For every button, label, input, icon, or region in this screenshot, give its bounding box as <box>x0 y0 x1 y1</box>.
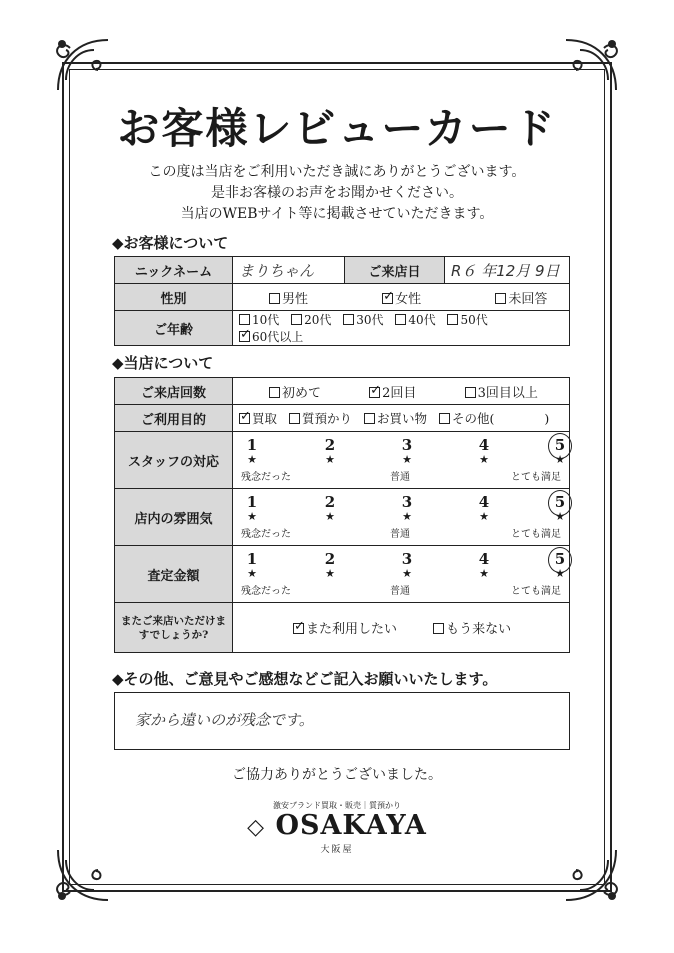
purpose-option[interactable]: 質預かり <box>289 409 352 427</box>
logo <box>0 810 674 841</box>
rating-number: 2 <box>324 549 336 568</box>
customer-table <box>114 256 570 346</box>
revisit-option[interactable]: もう来ない <box>433 618 511 637</box>
rating-number: 4 <box>478 492 490 511</box>
scale-high-label: とても満足 <box>511 585 561 597</box>
scale-low-label: 残念だった <box>241 471 291 483</box>
checkbox[interactable] <box>364 413 375 424</box>
nickname-field[interactable]: まりちゃん <box>233 257 345 284</box>
revisit-option[interactable]: ✓ また利用したい <box>293 618 397 637</box>
scale-low-label: 残念だった <box>241 528 291 540</box>
section-heading-store: ◆当店について <box>112 354 214 372</box>
rating-number: 1 <box>246 549 258 568</box>
gender-option[interactable]: ✓ 女性 <box>382 288 421 307</box>
rating-scale <box>233 490 569 545</box>
rating-number: 3 <box>401 492 413 511</box>
rating-number: 4 <box>478 435 490 454</box>
checkbox-checked[interactable] <box>293 623 304 634</box>
nickname-label: ニックネーム <box>115 257 233 284</box>
gender-option[interactable]: 男性 <box>269 288 308 307</box>
star-icon[interactable]: ★ <box>479 509 489 523</box>
age-option[interactable]: ✓60代以上 <box>239 328 303 345</box>
intro-line: 当店のWEBサイト等に掲載させていただきます。 <box>180 206 494 222</box>
purpose-option[interactable]: お買い物 <box>364 409 427 427</box>
intro-line: 是非お客様のお声をお聞かせください。 <box>211 185 463 201</box>
star-icon[interactable]: ★ <box>325 566 335 580</box>
comment-box[interactable] <box>114 692 570 750</box>
star-icon[interactable]: ★ <box>247 452 257 466</box>
rating-number: 1 <box>246 492 258 511</box>
purpose-options <box>233 405 570 432</box>
scale-mid-label: 普通 <box>390 471 410 483</box>
rating-label-atmosphere: 店内の雰囲気 <box>115 489 233 546</box>
star-icon[interactable]: ★ <box>402 452 412 466</box>
logo-tagline: 激安ブランド買取・販売｜質預かり <box>273 801 401 810</box>
corner-ornament-icon <box>48 30 118 100</box>
checkbox[interactable] <box>447 314 458 325</box>
rating-number: 3 <box>401 549 413 568</box>
diamond-icon: ◇ <box>247 815 266 840</box>
revisit-options <box>233 603 570 653</box>
logo-name: OSAKAYA <box>275 810 427 841</box>
rating-number: 4 <box>478 549 490 568</box>
visit-count-label: ご来店回数 <box>115 378 233 405</box>
star-icon[interactable]: ★ <box>479 452 489 466</box>
section-heading-comment: ◆その他、ご意見やご感想などご記入お願いいたします。 <box>112 670 498 688</box>
gender-label: 性別 <box>115 284 233 311</box>
scale-high-label: とても満足 <box>511 528 561 540</box>
logo-name-jp: 大阪屋 <box>320 845 354 855</box>
checkbox-checked[interactable] <box>239 413 250 424</box>
purpose-option[interactable]: ✓ 買取 <box>239 409 277 427</box>
page-title: お客様レビューカード <box>117 104 557 153</box>
checkbox[interactable] <box>269 387 280 398</box>
intro-text <box>0 162 674 225</box>
checkbox-checked[interactable] <box>239 331 250 342</box>
rating-cell <box>233 489 570 546</box>
star-icon[interactable]: ★ <box>555 566 565 580</box>
scale-mid-label: 普通 <box>390 585 410 597</box>
checkbox[interactable] <box>239 314 250 325</box>
rating-number: 1 <box>246 435 258 454</box>
rating-number: 2 <box>324 492 336 511</box>
checkbox[interactable] <box>495 293 506 304</box>
checkbox-checked[interactable] <box>369 387 380 398</box>
purpose-option[interactable]: その他( ) <box>439 409 549 427</box>
visit-count-option[interactable]: ✓ 2回目 <box>369 382 416 401</box>
visit-count-option[interactable]: 3回目以上 <box>465 382 538 401</box>
star-icon[interactable]: ★ <box>555 509 565 523</box>
checkbox[interactable] <box>439 413 450 424</box>
intro-line: この度は当店をご利用いただき誠にありがとうございます。 <box>148 164 526 180</box>
thanks-message: ご協力ありがとうございました。 <box>232 767 442 783</box>
age-option[interactable]: 50代 <box>447 311 487 328</box>
visit-date-label: ご来店日 <box>345 257 445 284</box>
age-label: ご年齢 <box>115 311 233 346</box>
star-icon[interactable]: ★ <box>247 566 257 580</box>
checkbox[interactable] <box>291 314 302 325</box>
checkbox[interactable] <box>289 413 300 424</box>
checkbox[interactable] <box>465 387 476 398</box>
checkbox[interactable] <box>433 623 444 634</box>
checkbox[interactable] <box>343 314 354 325</box>
visit-count-option[interactable]: 初めて <box>269 382 321 401</box>
star-icon[interactable]: ★ <box>555 452 565 466</box>
corner-ornament-icon <box>556 30 626 100</box>
star-icon[interactable]: ★ <box>325 452 335 466</box>
rating-number: 5 <box>554 435 566 454</box>
age-option[interactable]: 10代 <box>239 311 279 328</box>
star-icon[interactable]: ★ <box>402 509 412 523</box>
gender-option[interactable]: 未回答 <box>495 288 547 307</box>
comment-text: 家から遠いのが残念です。 <box>135 711 314 729</box>
checkbox-checked[interactable] <box>382 293 393 304</box>
age-option[interactable]: 20代 <box>291 311 331 328</box>
star-icon[interactable]: ★ <box>479 566 489 580</box>
rating-label-appraisal: 査定金額 <box>115 546 233 603</box>
age-options <box>233 311 570 346</box>
rating-number: 5 <box>554 549 566 568</box>
rating-label-staff: スタッフの対応 <box>115 432 233 489</box>
scale-low-label: 残念だった <box>241 585 291 597</box>
visit-date-field[interactable]: R６ 年12月 9日 <box>445 257 570 284</box>
section-heading-customer: ◆お客様について <box>112 234 229 252</box>
rating-scale <box>233 547 569 602</box>
rating-cell <box>233 432 570 489</box>
checkbox[interactable] <box>269 293 280 304</box>
gender-options <box>233 284 570 311</box>
store-table <box>114 377 570 653</box>
rating-number: 2 <box>324 435 336 454</box>
rating-scale <box>233 433 569 488</box>
age-option[interactable]: 30代 <box>343 311 383 328</box>
purpose-label: ご利用目的 <box>115 405 233 432</box>
visit-count-options <box>233 378 570 405</box>
checkbox[interactable] <box>395 314 406 325</box>
star-icon[interactable]: ★ <box>247 509 257 523</box>
star-icon[interactable]: ★ <box>325 509 335 523</box>
star-icon[interactable]: ★ <box>402 566 412 580</box>
scale-high-label: とても満足 <box>511 471 561 483</box>
rating-number: 5 <box>554 492 566 511</box>
scale-mid-label: 普通 <box>390 528 410 540</box>
revisit-label: またご来店いただけますでしょうか? <box>115 603 233 653</box>
age-option[interactable]: 40代 <box>395 311 435 328</box>
rating-cell <box>233 546 570 603</box>
rating-number: 3 <box>401 435 413 454</box>
